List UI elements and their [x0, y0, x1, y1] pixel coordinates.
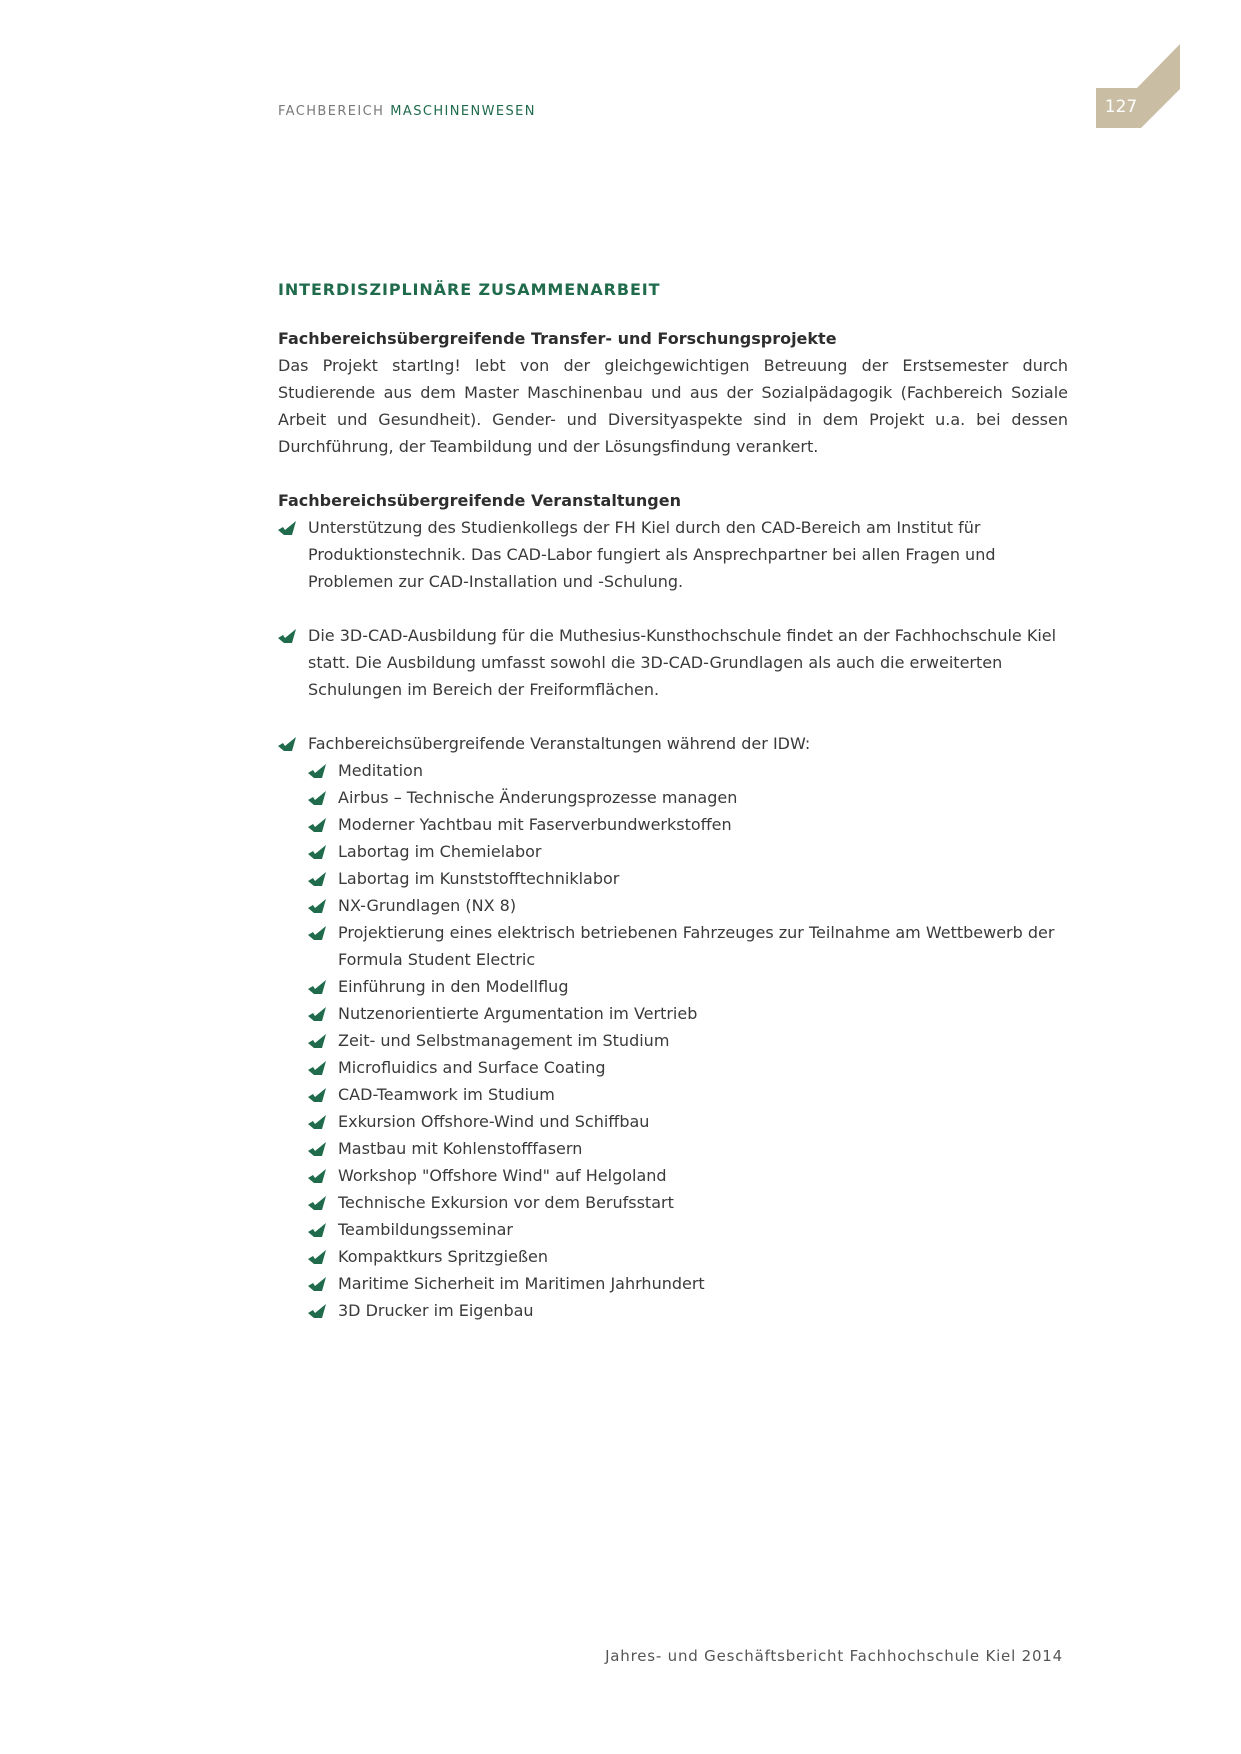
list-item: [308, 838, 1068, 865]
list-item: [308, 1135, 1068, 1162]
list-item-text: Nutzenorientierte Argumentation im Vertrieb: [338, 1004, 698, 1023]
check-icon: [308, 818, 326, 832]
list-item: [308, 919, 1068, 973]
main-content: [278, 280, 1068, 1324]
check-icon: [308, 791, 326, 805]
check-icon: [278, 737, 296, 751]
list-item-text: Exkursion Offshore-Wind und Schiffbau: [338, 1112, 650, 1131]
list-item-text: 3D Drucker im Eigenbau: [338, 1301, 534, 1320]
footer-text: Jahres- und Geschäftsbericht Fachhochschule Kiel 2014: [605, 1647, 1063, 1665]
check-icon: [308, 926, 326, 940]
list-item: [308, 1000, 1068, 1027]
check-icon: [278, 521, 296, 535]
check-icon: [308, 1196, 326, 1210]
list-item-text: Unterstützung des Studienkollegs der FH Kiel durch den CAD-Bereich am Institut für Produktionstechnik. Das CAD-Labor fungiert als Ansprechpartner bei allen Fragen und Problemen zur CAD-Installation und -Schulung.: [308, 518, 996, 591]
list-item-text: Mastbau mit Kohlenstofffasern: [338, 1139, 583, 1158]
list-item-text: Zeit- und Selbstmanagement im Studium: [338, 1031, 670, 1050]
events-list: [278, 514, 1068, 1324]
check-icon: [308, 1304, 326, 1318]
list-item: [308, 1270, 1068, 1297]
list-item-text: Maritime Sicherheit im Maritimen Jahrhundert: [338, 1274, 705, 1293]
check-icon: [308, 1223, 326, 1237]
check-icon: [308, 1142, 326, 1156]
check-icon: [308, 764, 326, 778]
list-item-text: Moderner Yachtbau mit Faserverbundwerkstoffen: [338, 815, 732, 834]
list-item: [308, 865, 1068, 892]
list-item: [308, 1243, 1068, 1270]
list-item-text: Einführung in den Modellflug: [338, 977, 569, 996]
list-item: [308, 1216, 1068, 1243]
list-item-text: Airbus – Technische Änderungsprozesse managen: [338, 788, 738, 807]
check-icon: [308, 1169, 326, 1183]
check-icon: [308, 1007, 326, 1021]
list-item-text: Workshop "Offshore Wind" auf Helgoland: [338, 1166, 667, 1185]
list-item-text: Fachbereichsübergreifende Veranstaltungen während der IDW:: [308, 734, 811, 753]
block2-heading: Fachbereichsübergreifende Veranstaltungen: [278, 491, 681, 510]
check-icon: [308, 1250, 326, 1264]
list-item-text: Technische Exkursion vor dem Berufsstart: [338, 1193, 674, 1212]
list-item: [308, 1162, 1068, 1189]
check-icon: [308, 1088, 326, 1102]
list-item-text: Labortag im Kunststofftechniklabor: [338, 869, 620, 888]
block1-paragraph: Das Projekt startIng! lebt von der gleichgewichtigen Betreuung der Erstsemester durch Studierende aus dem Master Maschinenbau und aus der Sozialpädagogik (Fachbereich Soziale Arbeit und Gesundheit). Gender- und Diversityaspekte sind in dem Projekt u.a. bei dessen Durchführung, der Teambildung und der Lösungsfindung verankert.: [278, 356, 1068, 456]
list-item: [278, 622, 1068, 703]
header-label-plain: FACHBEREICH: [278, 104, 385, 119]
check-icon: [278, 629, 296, 643]
list-item-text: CAD-Teamwork im Studium: [338, 1085, 555, 1104]
page-number: 127: [1104, 97, 1138, 117]
list-item-text: NX-Grundlagen (NX 8): [338, 896, 517, 915]
list-item: [308, 1108, 1068, 1135]
list-item: [308, 1081, 1068, 1108]
header-label-accent: MASCHINENWESEN: [390, 104, 536, 119]
check-icon: [308, 899, 326, 913]
list-item: [308, 784, 1068, 811]
list-item: [308, 973, 1068, 1000]
list-item-text: Teambildungsseminar: [338, 1220, 513, 1239]
list-item-text: Microfluidics and Surface Coating: [338, 1058, 606, 1077]
list-item: [308, 1027, 1068, 1054]
check-icon: [308, 1034, 326, 1048]
check-icon: [308, 845, 326, 859]
section-title: INTERDISZIPLINÄRE ZUSAMMENARBEIT: [278, 280, 661, 299]
running-header: [278, 104, 536, 119]
check-icon: [308, 1277, 326, 1291]
idw-events-list: [308, 757, 1068, 1324]
list-item: [308, 811, 1068, 838]
block1-heading: Fachbereichsübergreifende Transfer- und Forschungsprojekte: [278, 329, 837, 348]
list-item-text: Die 3D-CAD-Ausbildung für die Muthesius-Kunsthochschule findet an der Fachhochschule Kiel statt. Die Ausbildung umfasst sowohl die 3D-CAD-Grundlagen als auch die erweiterten Schulungen im Bereich der Freiformflächen.: [308, 626, 1057, 699]
check-icon: [308, 980, 326, 994]
list-item: [308, 1189, 1068, 1216]
list-item: [278, 514, 1068, 595]
list-item-text: Kompaktkurs Spritzgießen: [338, 1247, 548, 1266]
list-item: [308, 757, 1068, 784]
check-icon: [308, 1061, 326, 1075]
check-icon: [308, 1115, 326, 1129]
list-item: [278, 730, 1068, 1324]
list-item: [308, 892, 1068, 919]
list-item-text: Projektierung eines elektrisch betriebenen Fahrzeuges zur Teilnahme am Wettbewerb der Formula Student Electric: [338, 923, 1055, 969]
check-icon: [308, 872, 326, 886]
list-item: [308, 1054, 1068, 1081]
list-item-text: Labortag im Chemielabor: [338, 842, 542, 861]
list-item: [308, 1297, 1068, 1324]
list-item-text: Meditation: [338, 761, 423, 780]
